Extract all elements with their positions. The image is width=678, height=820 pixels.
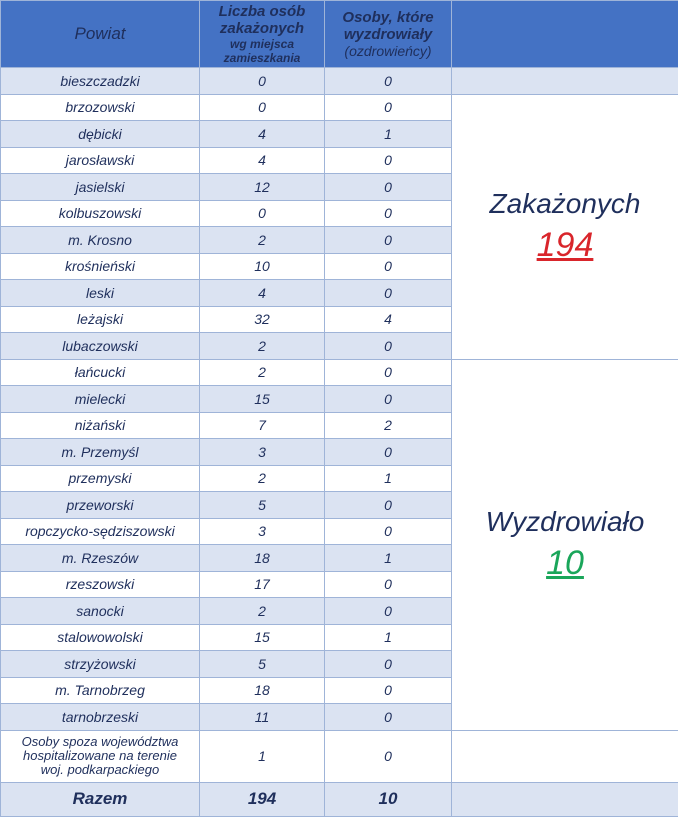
recovered-count-cell: 0	[325, 200, 452, 227]
powiat-name-cell: stalowowolski	[1, 624, 200, 651]
total-infected-cell: 194	[200, 782, 325, 816]
infected-count-cell: 18	[200, 545, 325, 572]
header-blank	[452, 1, 678, 68]
infected-count-cell: 10	[200, 253, 325, 280]
powiat-name-cell: brzozowski	[1, 94, 200, 121]
infected-count-cell: 4	[200, 121, 325, 148]
infected-count-cell: 32	[200, 306, 325, 333]
recovered-count-cell: 1	[325, 624, 452, 651]
outside-name-cell	[1, 730, 200, 782]
infected-count-cell: 15	[200, 386, 325, 413]
powiat-name-cell: dębicki	[1, 121, 200, 148]
table-row-outside	[1, 730, 678, 782]
infected-count-cell: 5	[200, 492, 325, 519]
recovered-count-cell: 0	[325, 68, 452, 95]
recovered-summary-label: Wyzdrowiało	[485, 506, 645, 537]
recovered-count-cell: 0	[325, 518, 452, 545]
powiat-name-cell: m. Tarnobrzeg	[1, 677, 200, 704]
recovered-count-cell: 0	[325, 677, 452, 704]
header-infected-line1: Liczba osób	[218, 3, 306, 20]
outside-line1: Osoby spoza województwa	[21, 734, 179, 749]
recovered-count-cell: 0	[325, 280, 452, 307]
powiat-name-cell: lubaczowski	[1, 333, 200, 360]
powiat-name-cell: m. Krosno	[1, 227, 200, 254]
infected-summary-value: 194	[536, 226, 594, 264]
infected-count-cell: 0	[200, 68, 325, 95]
infected-count-cell: 4	[200, 280, 325, 307]
infected-count-cell: 2	[200, 598, 325, 625]
outside-infected-cell: 1	[200, 730, 325, 782]
recovered-count-cell: 0	[325, 94, 452, 121]
infected-count-cell: 5	[200, 651, 325, 678]
header-powiat: Powiat	[1, 1, 200, 68]
table-row	[1, 359, 678, 386]
recovered-count-cell: 1	[325, 121, 452, 148]
powiat-name-cell: sanocki	[1, 598, 200, 625]
infected-count-cell: 12	[200, 174, 325, 201]
infected-count-cell: 11	[200, 704, 325, 731]
powiat-name-cell: rzeszowski	[1, 571, 200, 598]
recovered-count-cell: 1	[325, 545, 452, 572]
recovered-count-cell: 2	[325, 412, 452, 439]
powiat-name-cell: krośnieński	[1, 253, 200, 280]
table-row-total	[1, 782, 678, 816]
powiat-name-cell: kolbuszowski	[1, 200, 200, 227]
recovered-count-cell: 0	[325, 147, 452, 174]
infected-count-cell: 3	[200, 439, 325, 466]
recovered-count-cell: 0	[325, 253, 452, 280]
recovered-summary-cell	[452, 359, 678, 730]
recovered-count-cell: 0	[325, 386, 452, 413]
recovered-summary	[452, 506, 678, 583]
powiat-name-cell: ropczycko-sędziszowski	[1, 518, 200, 545]
header-recovered-line1: Osoby, które	[342, 8, 434, 26]
table-row	[1, 68, 678, 95]
infected-summary-label: Zakażonych	[489, 188, 641, 219]
recovered-count-cell: 0	[325, 333, 452, 360]
recovered-count-cell: 0	[325, 651, 452, 678]
header-recovered-line3: (ozdrowieńcy)	[344, 42, 432, 59]
powiat-name-cell: leżajski	[1, 306, 200, 333]
outside-line3: woj. podkarpackiego	[40, 762, 160, 777]
infected-count-cell: 18	[200, 677, 325, 704]
powiat-name-cell: bieszczadzki	[1, 68, 200, 95]
infected-count-cell: 0	[200, 94, 325, 121]
side-blank-outside	[452, 730, 678, 782]
infected-count-cell: 7	[200, 412, 325, 439]
powiat-name-cell: jarosławski	[1, 147, 200, 174]
outside-line2: hospitalizowane na terenie	[23, 748, 177, 763]
infected-count-cell: 4	[200, 147, 325, 174]
total-recovered-cell: 10	[325, 782, 452, 816]
recovered-count-cell: 0	[325, 704, 452, 731]
infected-count-cell: 2	[200, 227, 325, 254]
powiat-name-cell: m. Rzeszów	[1, 545, 200, 572]
recovered-count-cell: 0	[325, 359, 452, 386]
recovered-count-cell: 0	[325, 492, 452, 519]
header-recovered-line2: wyzdrowiały	[343, 25, 433, 43]
header-infected-line2: zakażonych	[219, 20, 305, 37]
side-blank-total	[452, 782, 678, 816]
infected-count-cell: 17	[200, 571, 325, 598]
powiat-name-cell: przeworski	[1, 492, 200, 519]
powiat-name-cell: m. Przemyśl	[1, 439, 200, 466]
outside-recovered-cell: 0	[325, 730, 452, 782]
header-recovered	[325, 1, 452, 68]
infected-count-cell: 3	[200, 518, 325, 545]
powiat-name-cell: mielecki	[1, 386, 200, 413]
powiat-name-cell: jasielski	[1, 174, 200, 201]
recovered-count-cell: 0	[325, 571, 452, 598]
infected-count-cell: 2	[200, 333, 325, 360]
powiat-name-cell: przemyski	[1, 465, 200, 492]
infected-summary	[452, 188, 678, 265]
infected-count-cell: 2	[200, 465, 325, 492]
total-label-cell: Razem	[1, 782, 200, 816]
header-infected	[200, 1, 325, 68]
recovered-count-cell: 0	[325, 174, 452, 201]
powiat-name-cell: strzyżowski	[1, 651, 200, 678]
infected-count-cell: 2	[200, 359, 325, 386]
powiat-name-cell: leski	[1, 280, 200, 307]
recovered-count-cell: 0	[325, 598, 452, 625]
powiat-name-cell: niżański	[1, 412, 200, 439]
powiat-name-cell: łańcucki	[1, 359, 200, 386]
recovered-count-cell: 4	[325, 306, 452, 333]
infected-count-cell: 15	[200, 624, 325, 651]
side-blank-top	[452, 68, 678, 95]
recovered-summary-value: 10	[546, 544, 584, 582]
infected-summary-cell	[452, 94, 678, 359]
table-body	[1, 68, 678, 817]
table-row	[1, 94, 678, 121]
header-infected-line4: zamieszkania	[223, 51, 301, 65]
infected-count-cell: 0	[200, 200, 325, 227]
powiat-name-cell: tarnobrzeski	[1, 704, 200, 731]
recovered-count-cell: 0	[325, 227, 452, 254]
header-infected-line3: wg miejsca	[229, 37, 295, 51]
recovered-count-cell: 0	[325, 439, 452, 466]
recovered-count-cell: 1	[325, 465, 452, 492]
